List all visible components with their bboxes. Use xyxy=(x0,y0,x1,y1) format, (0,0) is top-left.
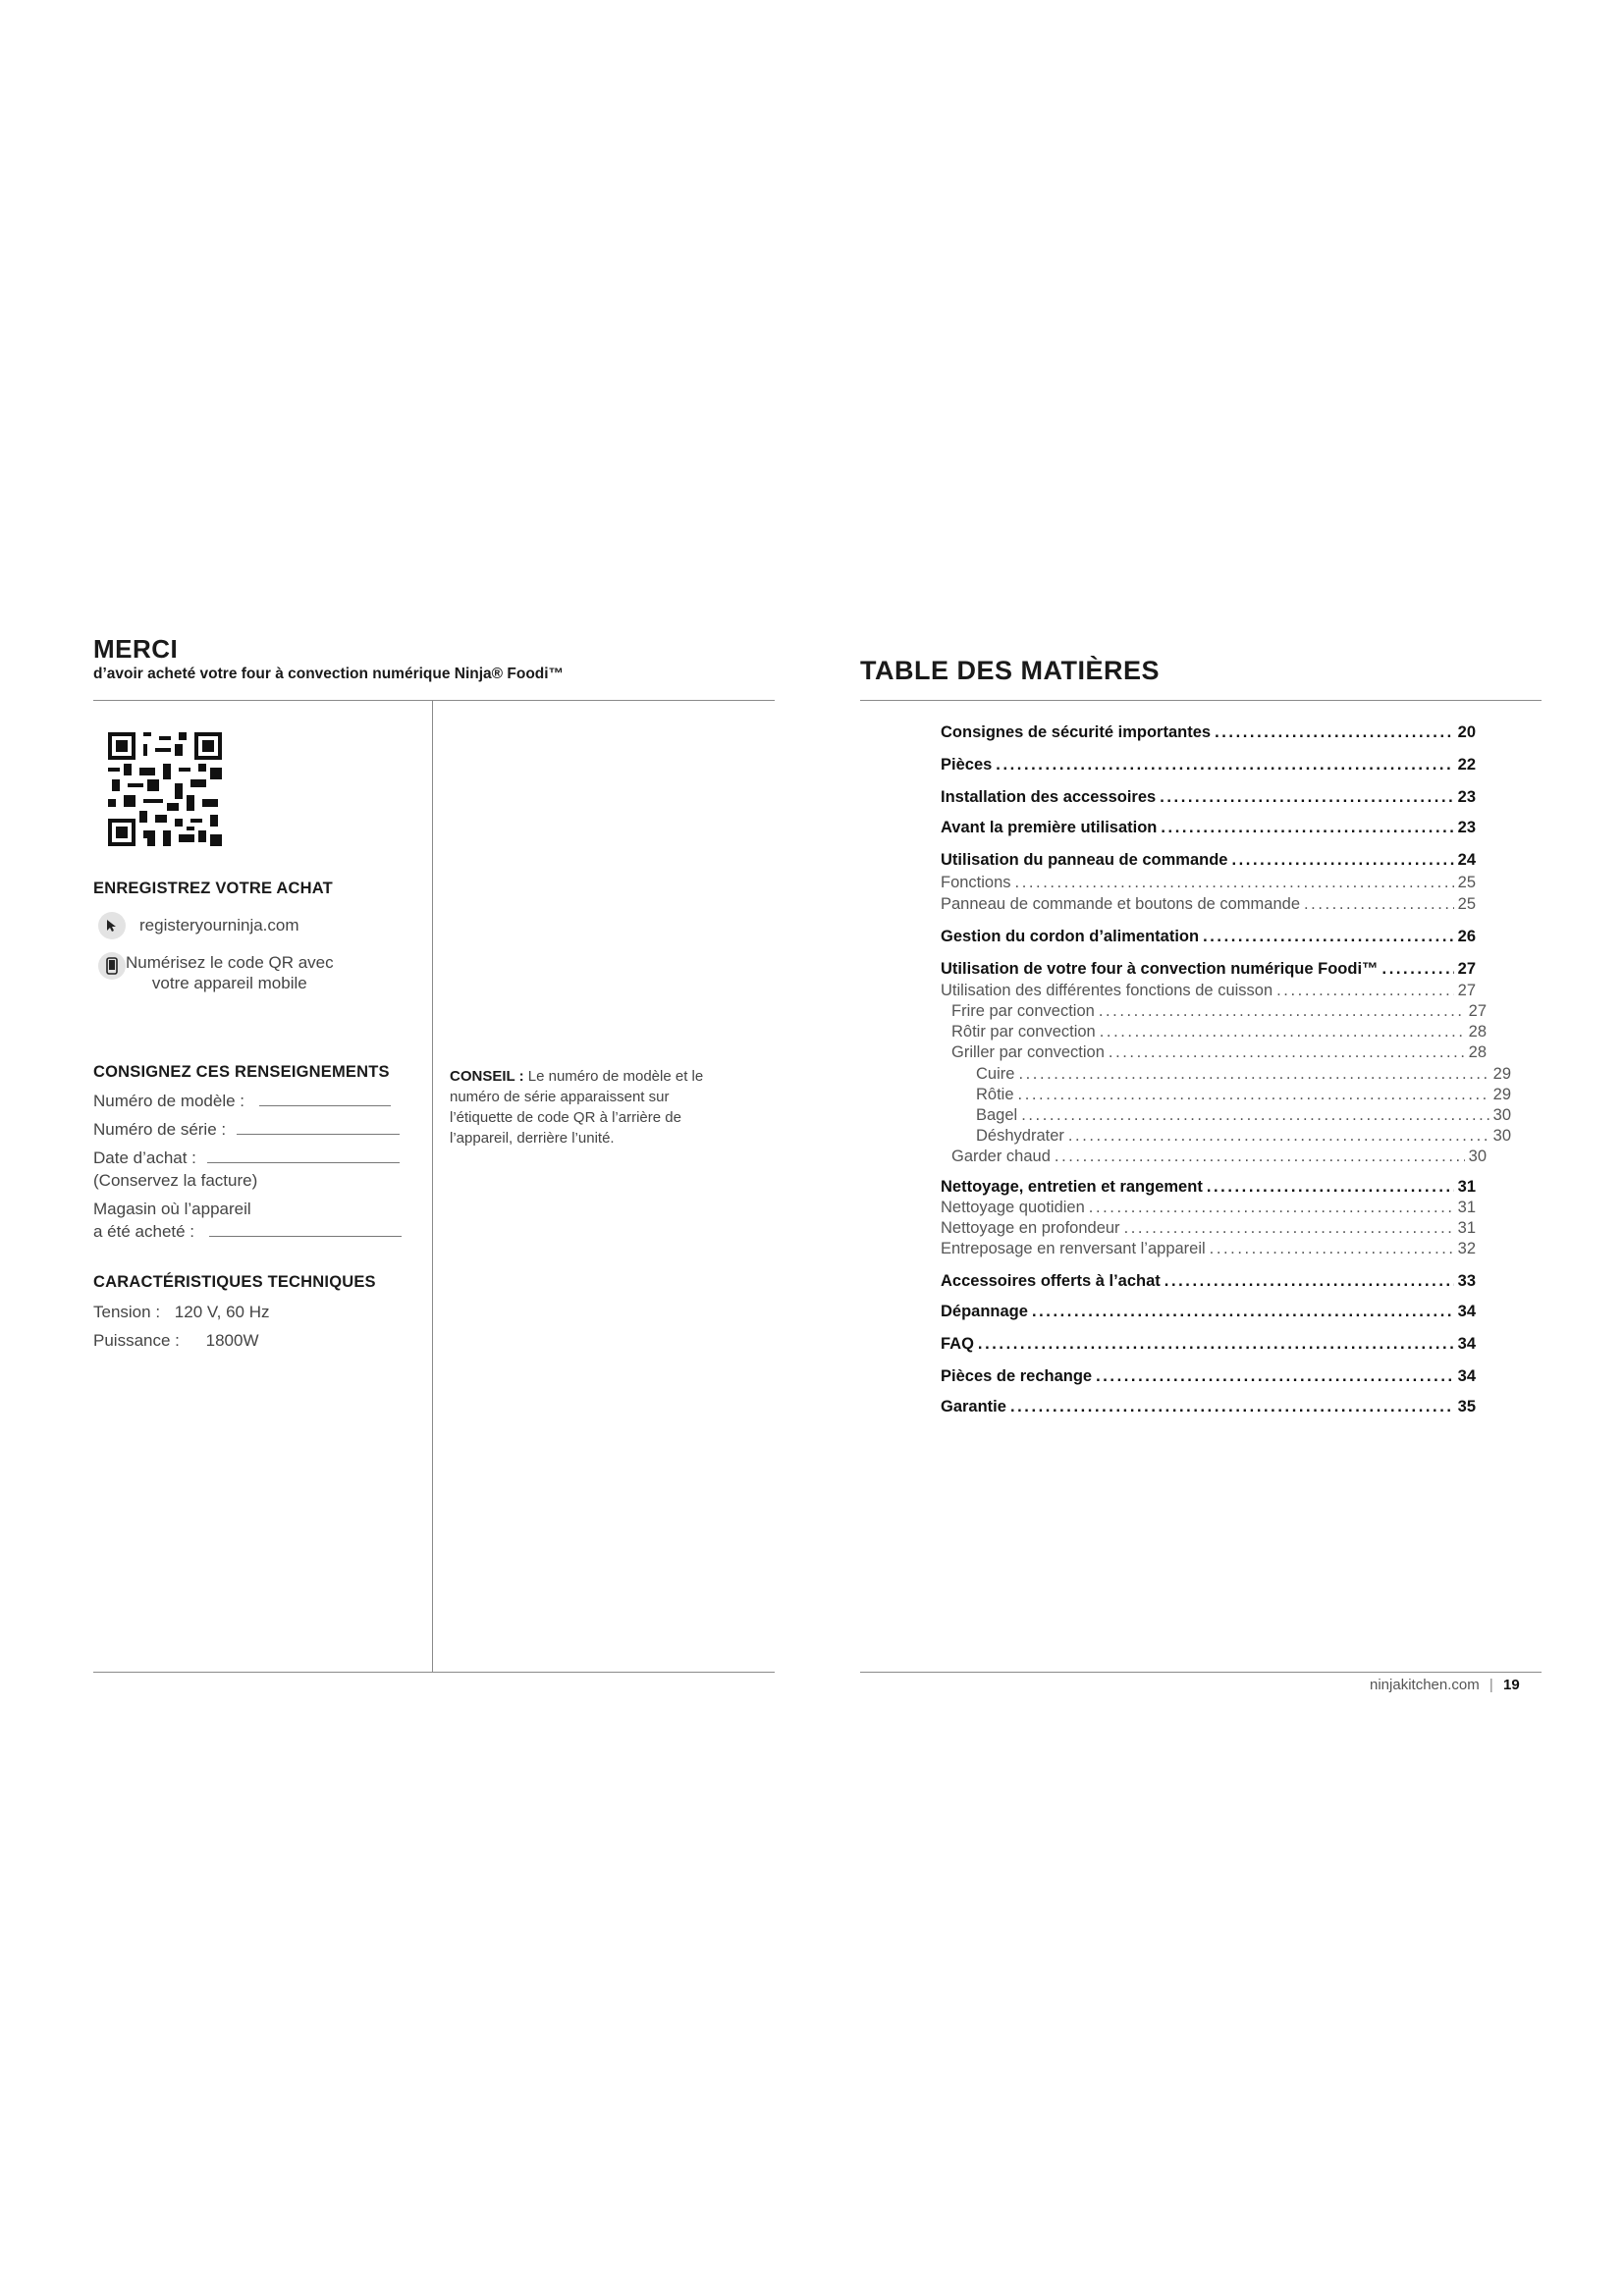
model-number-row xyxy=(93,1092,391,1111)
toc-entry-label: Pièces de rechange xyxy=(941,1367,1093,1385)
top-divider-right xyxy=(860,700,1542,701)
toc-entry-page: 32 xyxy=(1457,1240,1476,1257)
toc-entry-label: Utilisation des différentes fonctions de cuisson xyxy=(941,982,1273,999)
specs-heading: CARACTÉRISTIQUES TECHNIQUES xyxy=(93,1273,376,1291)
toc-leader-dots xyxy=(1089,1199,1454,1217)
record-heading: CONSIGNEZ CES RENSEIGNEMENTS xyxy=(93,1063,390,1081)
toc-leader-dots xyxy=(1096,1367,1454,1386)
toc-entry-page: 27 xyxy=(1468,1002,1487,1020)
toc-leader-dots xyxy=(1100,1023,1465,1041)
toc-entry-label: Garantie xyxy=(941,1398,1006,1415)
purchase-date-label: Date d’achat : xyxy=(93,1148,196,1167)
page-title: MERCI xyxy=(93,634,179,664)
toc-entry-label: Rôtie xyxy=(976,1086,1014,1103)
mouse-pointer-icon xyxy=(98,912,126,939)
toc-entry-label: Nettoyage quotidien xyxy=(941,1199,1085,1216)
voltage-row xyxy=(93,1303,270,1322)
toc-leader-dots xyxy=(1382,960,1454,979)
toc-leader-dots xyxy=(1021,1106,1489,1125)
toc-entry-label: Déshydrater xyxy=(976,1127,1064,1145)
toc-entry-label: Accessoires offerts à l’achat xyxy=(941,1272,1161,1290)
toc-entry[interactable] xyxy=(941,1240,1476,1258)
toc-leader-dots xyxy=(996,756,1453,774)
toc-entry-label: Frire par convection xyxy=(951,1002,1095,1020)
toc-leader-dots xyxy=(1304,895,1454,914)
toc-entry[interactable] xyxy=(941,1303,1476,1321)
toc-entry[interactable] xyxy=(941,874,1476,892)
toc-leader-dots xyxy=(1124,1219,1454,1238)
purchase-date-row xyxy=(93,1148,400,1168)
tip-label: CONSEIL : xyxy=(450,1068,524,1085)
top-divider-left xyxy=(93,700,775,701)
toc-entry-page: 26 xyxy=(1457,928,1476,945)
register-url-link[interactable]: registeryourninja.com xyxy=(139,916,299,934)
toc-entry-page: 31 xyxy=(1457,1219,1476,1237)
toc-entry[interactable] xyxy=(941,1002,1487,1021)
toc-entry-label: Pièces xyxy=(941,756,993,774)
toc-entry[interactable] xyxy=(941,960,1476,979)
toc-leader-dots xyxy=(1068,1127,1489,1146)
toc-entry[interactable] xyxy=(941,1367,1476,1386)
toc-entry-page: 28 xyxy=(1468,1043,1487,1061)
voltage-label: Tension : xyxy=(93,1303,161,1321)
serial-number-row xyxy=(93,1120,400,1140)
purchase-date-field[interactable] xyxy=(207,1148,400,1163)
toc-leader-dots xyxy=(1099,1002,1465,1021)
store-field[interactable] xyxy=(209,1222,402,1237)
toc-entry-page: 34 xyxy=(1457,1367,1476,1385)
toc-entry-page: 30 xyxy=(1468,1148,1487,1165)
toc-entry-page: 23 xyxy=(1457,788,1476,806)
toc-entry-page: 23 xyxy=(1457,819,1476,836)
toc-leader-dots xyxy=(1055,1148,1465,1166)
toc-leader-dots xyxy=(1215,723,1454,742)
toc-entry-label: Bagel xyxy=(976,1106,1018,1124)
toc-leader-dots xyxy=(1010,1398,1454,1416)
toc-entry-label: Fonctions xyxy=(941,874,1011,891)
mobile-phone-icon xyxy=(98,952,126,980)
toc-entry[interactable] xyxy=(941,756,1476,774)
toc-leader-dots xyxy=(1276,982,1454,1000)
toc-entry[interactable] xyxy=(941,1106,1511,1125)
toc-entry-label: Rôtir par convection xyxy=(951,1023,1096,1041)
toc-entry-page: 34 xyxy=(1457,1303,1476,1320)
toc-entry-label: Avant la première utilisation xyxy=(941,819,1158,836)
toc-entry-label: Gestion du cordon d’alimentation xyxy=(941,928,1200,945)
toc-entry[interactable] xyxy=(941,1199,1476,1217)
toc-entry-label: Entreposage en renversant l’appareil xyxy=(941,1240,1206,1257)
toc-entry[interactable] xyxy=(941,819,1476,837)
purchase-date-note: (Conservez la facture) xyxy=(93,1171,258,1190)
page-number: 19 xyxy=(1502,1677,1520,1693)
toc-entry-label: Dépannage xyxy=(941,1303,1028,1320)
toc-entry-label: Consignes de sécurité importantes xyxy=(941,723,1212,741)
page-subtitle: d’avoir acheté votre four à convection numérique Ninja® Foodi™ xyxy=(93,666,565,682)
toc-leader-dots xyxy=(1015,874,1454,892)
toc-entry-page: 34 xyxy=(1457,1335,1476,1353)
toc-entry[interactable] xyxy=(941,788,1476,807)
toc-leader-dots xyxy=(1231,851,1453,870)
toc-entry[interactable] xyxy=(941,1127,1511,1146)
toc-entry[interactable] xyxy=(941,851,1476,870)
toc-entry[interactable] xyxy=(941,1086,1511,1104)
toc-leader-dots xyxy=(1109,1043,1465,1062)
bottom-divider-left xyxy=(93,1672,775,1673)
toc-entry-page: 25 xyxy=(1457,895,1476,913)
toc-entry[interactable] xyxy=(941,1335,1476,1354)
toc-entry-page: 24 xyxy=(1457,851,1476,869)
store-row xyxy=(93,1222,402,1242)
toc-entry[interactable] xyxy=(941,1043,1487,1062)
toc-leader-dots xyxy=(1018,1065,1489,1084)
toc-leader-dots xyxy=(1160,788,1453,807)
footer-website: ninjakitchen.com xyxy=(1370,1677,1480,1693)
store-label-line2: a été acheté : xyxy=(93,1222,195,1241)
serial-number-label: Numéro de série : xyxy=(93,1120,227,1139)
toc-entry[interactable] xyxy=(941,1272,1476,1291)
toc-leader-dots xyxy=(1207,1178,1454,1197)
toc-entry-page: 29 xyxy=(1492,1086,1511,1103)
toc-entry-page: 31 xyxy=(1457,1178,1476,1196)
toc-entry-page: 35 xyxy=(1457,1398,1476,1415)
toc-entry[interactable] xyxy=(941,1023,1487,1041)
toc-entry[interactable] xyxy=(941,1398,1476,1416)
toc-entry-page: 33 xyxy=(1457,1272,1476,1290)
toc-entry[interactable] xyxy=(941,982,1476,1000)
toc-leader-dots xyxy=(1164,1272,1454,1291)
toc-leader-dots xyxy=(1203,928,1454,946)
scan-instruction-line2: votre appareil mobile xyxy=(151,974,307,992)
power-row xyxy=(93,1331,259,1351)
toc-entry-page: 20 xyxy=(1457,723,1476,741)
toc-entry[interactable] xyxy=(941,928,1476,946)
register-heading: ENREGISTREZ VOTRE ACHAT xyxy=(93,880,333,897)
qr-code-icon xyxy=(108,732,222,846)
column-divider xyxy=(432,700,433,1672)
toc-entry-page: 28 xyxy=(1468,1023,1487,1041)
tip-box xyxy=(450,1066,727,1148)
toc-entry[interactable] xyxy=(941,1219,1476,1238)
scan-qr-row xyxy=(98,952,334,993)
model-number-label: Numéro de modèle : xyxy=(93,1092,245,1110)
toc-title: TABLE DES MATIÈRES xyxy=(860,656,1161,685)
tip-text: Le numéro de modèle et le numéro de série apparaissent sur l’étiquette de code QR à l’arrière de l’appareil, derrière l’unité. xyxy=(450,1068,704,1147)
toc-entry-label: Griller par convection xyxy=(951,1043,1105,1061)
toc-entry-label: Nettoyage en profondeur xyxy=(941,1219,1120,1237)
model-number-field[interactable] xyxy=(259,1092,391,1106)
toc-entry-page: 27 xyxy=(1457,960,1476,978)
toc-entry-label: Utilisation du panneau de commande xyxy=(941,851,1228,869)
toc-entry-page: 27 xyxy=(1457,982,1476,999)
power-label: Puissance : xyxy=(93,1331,180,1350)
toc-entry-label: Cuire xyxy=(976,1065,1015,1083)
toc-entry-label: Panneau de commande et boutons de commande xyxy=(941,895,1300,913)
bottom-divider-right xyxy=(860,1672,1542,1673)
power-value: 1800W xyxy=(205,1331,259,1350)
toc-leader-dots xyxy=(1032,1303,1454,1321)
toc-leader-dots xyxy=(978,1335,1454,1354)
toc-entry[interactable] xyxy=(941,1148,1487,1166)
toc-leader-dots xyxy=(1018,1086,1489,1104)
page-footer: ninjakitchen.com | 19 xyxy=(1370,1677,1520,1693)
store-label-line1: Magasin où l’appareil xyxy=(93,1200,251,1218)
toc-entry-label: Installation des accessoires xyxy=(941,788,1157,806)
toc-entry-label: FAQ xyxy=(941,1335,974,1353)
toc-leader-dots xyxy=(1210,1240,1454,1258)
toc-entry-page: 30 xyxy=(1492,1127,1511,1145)
register-url-row[interactable] xyxy=(98,912,299,939)
toc-entry-page: 29 xyxy=(1492,1065,1511,1083)
toc-entry-label: Nettoyage, entretien et rangement xyxy=(941,1178,1203,1196)
toc-entry-label: Utilisation de votre four à convection numérique Foodi™ xyxy=(941,960,1379,978)
toc-entry[interactable] xyxy=(941,1065,1511,1084)
toc-entry-page: 25 xyxy=(1457,874,1476,891)
toc-entry-page: 30 xyxy=(1492,1106,1511,1124)
toc-entry[interactable] xyxy=(941,895,1476,914)
serial-number-field[interactable] xyxy=(237,1120,400,1135)
toc-entry-label: Garder chaud xyxy=(951,1148,1051,1165)
toc-entry[interactable] xyxy=(941,723,1476,742)
voltage-value: 120 V, 60 Hz xyxy=(174,1303,270,1321)
toc-entry[interactable] xyxy=(941,1178,1476,1197)
toc-entry-page: 31 xyxy=(1457,1199,1476,1216)
toc-leader-dots xyxy=(1161,819,1453,837)
scan-instruction-line1: Numérisez le code QR avec xyxy=(126,953,334,972)
toc-entry-page: 22 xyxy=(1457,756,1476,774)
